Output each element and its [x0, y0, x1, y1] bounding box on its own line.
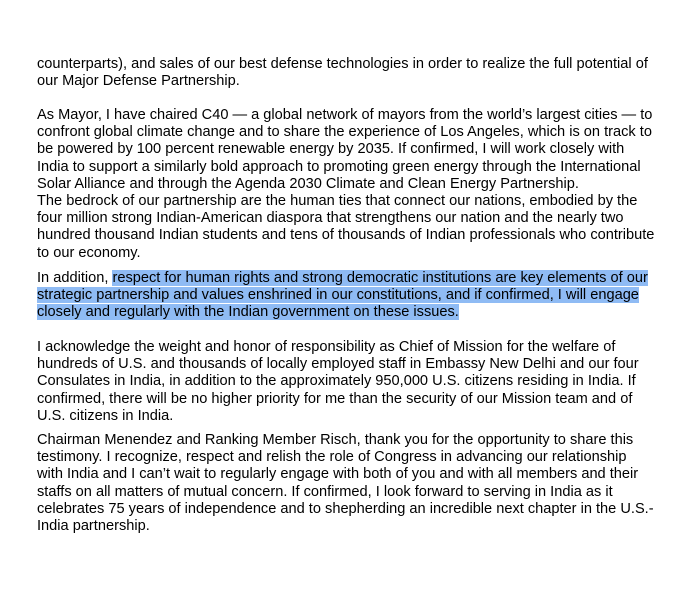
text-line: counterparts), and sales of our best defense technologies in order to realize the full potential of — [37, 56, 648, 72]
text-line: to our economy. — [37, 244, 141, 261]
text-line: I acknowledge the weight and honor of responsibility as Chief of Mission for the welfare of — [37, 339, 616, 355]
text-line: be powered by 100 percent renewable energy by 2035. If confirmed, I will work closely with — [37, 141, 625, 158]
paragraph-human-ties — [37, 193, 655, 262]
text-line: Consulates in India, in addition to the approximately 950,000 U.S. citizens residing in India. If — [37, 373, 636, 390]
text-line: confront global climate change and to share the experience of Los Angeles, which is on track to — [37, 124, 652, 141]
text-line: four million strong Indian-American diaspora that strengthens our nation and the nearly two — [37, 210, 624, 227]
text-line: testimony. I recognize, respect and relish the role of Congress in advancing our relationship — [37, 449, 627, 466]
text-line: As Mayor, I have chaired C40 — a global network of mayors from the world’s largest cities — to — [37, 107, 653, 123]
highlighted-text[interactable]: closely and regularly with the Indian government on these issues. — [37, 304, 459, 321]
paragraph-defense-partnership — [37, 56, 648, 90]
text-line: Chairman Menendez and Ranking Member Risch, thank you for the opportunity to share this — [37, 432, 634, 448]
highlighted-text[interactable]: respect for human rights and strong democratic institutions are key elements of our — [112, 270, 648, 286]
text-line: U.S. citizens in India. — [37, 407, 174, 424]
highlighted-text[interactable]: strategic partnership and values enshrined in our constitutions, and if confirmed, I will engage — [37, 287, 639, 304]
text-line: The bedrock of our partnership are the human ties that connect our nations, embodied by the — [37, 193, 638, 209]
text-line: celebrates 75 years of independence and to shepherding an incredible next chapter in the U.S.- — [37, 500, 654, 517]
text-line: Solar Alliance and through the Agenda 2030 Climate and Clean Energy Partnership. — [37, 175, 579, 192]
text-line: India partnership. — [37, 518, 150, 535]
paragraph-human-rights — [37, 270, 648, 322]
text-line: our Major Defense Partnership. — [37, 73, 240, 90]
text-line: confirmed, there will be no higher priority for me than the security of our Mission team and of — [37, 390, 633, 407]
text-line: hundreds of U.S. and thousands of locally employed staff in Embassy New Delhi and our four — [37, 356, 639, 373]
paragraph-chief-of-mission — [37, 339, 637, 425]
paragraph-closing — [37, 432, 654, 535]
text-line — [37, 270, 648, 287]
text-line: India to support a similarly bold approach to promoting green energy through the International — [37, 158, 641, 175]
text-line: with India and I can’t wait to regularly engage with both of you and with all members and their — [37, 466, 639, 483]
plain-text: In addition, — [37, 270, 113, 286]
text-line — [37, 304, 637, 321]
paragraph-climate — [37, 107, 653, 193]
text-line — [37, 287, 637, 304]
text-line: hundred thousand Indian students and tens of thousands of Indian professionals who contribute — [37, 227, 655, 244]
text-line: staffs on all matters of mutual concern. If confirmed, I look forward to serving in India as it — [37, 483, 613, 500]
